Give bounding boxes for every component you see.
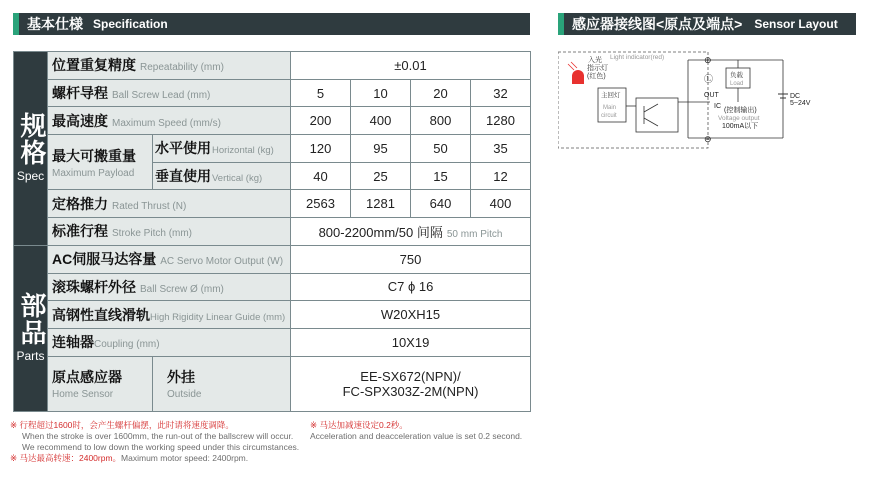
home-sensor-sublabel (153, 356, 291, 411)
sensor-header-title-en: Sensor Layout (754, 17, 838, 31)
terminal-minus: ⊖ (704, 134, 712, 144)
label-zh: 水平使用 (155, 140, 211, 157)
note-stroke-en-1: When the stroke is over 1600mm, the run-out of the ballscrew will occur. (22, 431, 294, 441)
table-row (14, 79, 531, 107)
thrust-value: 1281 (351, 190, 411, 218)
sensor-header (558, 13, 856, 35)
payload-horizontal-label (153, 135, 291, 163)
label-zh: 原点感应器 (52, 369, 122, 386)
main-circuit-en-2: circuit (601, 113, 617, 119)
coupling-label (48, 328, 291, 356)
sensor-header-title-zh: 感应器接线图<原点及端点> (572, 16, 743, 32)
spec-section-label (14, 52, 48, 246)
table-row (14, 328, 531, 356)
table-row (14, 356, 531, 411)
speed-label (48, 107, 291, 135)
repeatability-label (48, 52, 291, 80)
lead-value: 5 (291, 79, 351, 107)
footnotes-right (310, 420, 522, 442)
speed-value: 200 (291, 107, 351, 135)
label-zh: 最高速度 (52, 112, 108, 129)
spec-header-title-en: Specification (93, 17, 168, 31)
stroke-label (48, 218, 291, 246)
home-sensor-label (48, 356, 153, 411)
spec-section-en: Spec (16, 169, 45, 184)
lead-value: 10 (351, 79, 411, 107)
footnotes-left (10, 420, 299, 464)
guide-label (48, 301, 291, 329)
screw-dia-value: C7 ϕ 16 (291, 273, 531, 301)
table-row (14, 273, 531, 301)
coupling-value: 10X19 (291, 328, 531, 356)
label-en: High Rigidity Linear Guide (mm) (150, 311, 286, 323)
screw-dia-label (48, 273, 291, 301)
note-motor-speed-zh: ※ 马达最高转速：2400rpm。 (10, 453, 122, 463)
table-row (14, 190, 531, 218)
label-en: Maximum Payload (52, 167, 135, 179)
label-zh: 标准行程 (52, 223, 108, 240)
note-stroke-en-2: We recommend to low down the working speed under this circumstances. (22, 442, 300, 452)
lead-value: 32 (471, 79, 531, 107)
label-en: Repeatability (mm) (140, 62, 224, 74)
spec-section-zh: 规格 (20, 111, 47, 169)
load-en: Load (730, 81, 744, 87)
speed-value: 400 (351, 107, 411, 135)
label-zh: 螺杆导程 (52, 85, 108, 102)
label-en: Rated Thrust (N) (112, 200, 187, 212)
thrust-label (48, 190, 291, 218)
label-zh: 高钢性直线滑轨 (52, 306, 150, 323)
payload-label (48, 135, 153, 190)
payload-vertical-value: 25 (351, 162, 411, 190)
red-zh: (红色) (587, 73, 606, 80)
label-zh: 位置重复精度 (52, 57, 136, 74)
label-en: AC Servo Motor Output (W) (160, 256, 284, 268)
sensor-body-outline (558, 52, 708, 148)
dc-label: DC (790, 93, 801, 100)
label-en: Horizontal (kg) (212, 145, 274, 157)
payload-horizontal-value: 50 (411, 135, 471, 163)
light-in-zh: 入光 (588, 57, 602, 64)
label-en: Vertical (kg) (212, 173, 263, 185)
home-sensor-value-line2: FC-SPX303Z-2M(NPN) (342, 383, 479, 399)
home-sensor-value-line1: EE-SX672(NPN)/ (360, 368, 461, 384)
note-accel-zh: ※ 马达加减速设定0.2秒。 (310, 420, 408, 430)
label-zh: 外挂 (167, 369, 195, 386)
table-row (14, 218, 531, 246)
label-zh: 滚珠螺杆外径 (52, 278, 136, 295)
label-en: Coupling (mm) (94, 339, 160, 351)
label-en: Maximum Speed (mm/s) (112, 117, 221, 129)
table-row (14, 52, 531, 80)
home-sensor-value (291, 356, 531, 411)
table-row (14, 245, 531, 273)
label-zh: 定格推力 (52, 195, 108, 212)
note-stroke-zh: ※ 行程超过1600时，会产生螺杆偏摆，此时请将速度调降。 (10, 420, 234, 430)
label-en: Ball Screw Ø (mm) (140, 283, 224, 295)
main-circuit-en-1: Main (603, 105, 617, 111)
indicator-zh: 指示灯 (587, 65, 608, 72)
load-zh: 负载 (730, 72, 743, 79)
payload-horizontal-value: 120 (291, 135, 351, 163)
motor-label (48, 245, 291, 273)
label-en: Home Sensor (52, 389, 114, 401)
stroke-value (291, 218, 531, 246)
current-limit: 100mA以下 (722, 123, 759, 130)
light-indicator-en: Light indicator(red) (610, 54, 665, 61)
thrust-value: 400 (471, 190, 531, 218)
spec-header-title-zh: 基本仕様 (27, 16, 83, 32)
stroke-value-main: 800-2200mm/50 间隔 (318, 224, 443, 240)
payload-horizontal-value: 95 (351, 135, 411, 163)
lead-label (48, 79, 291, 107)
control-output-zh: (控制输出) (724, 107, 757, 114)
payload-vertical-value: 40 (291, 162, 351, 190)
header-accent-bar (13, 13, 19, 35)
label-en: Ball Screw Lead (mm) (112, 90, 211, 102)
speed-value: 1280 (471, 107, 531, 135)
main-circuit-zh: 主回灯 (601, 92, 621, 99)
table-row (14, 301, 531, 329)
lead-value: 20 (411, 79, 471, 107)
note-motor-speed-en: Maximum motor speed: 2400rpm. (121, 453, 249, 463)
parts-section-zh: 部品 (20, 291, 47, 349)
table-row (14, 135, 531, 163)
dc-voltage: 5~24V (790, 100, 811, 107)
payload-vertical-value: 12 (471, 162, 531, 190)
label-zh: 连轴器 (52, 334, 94, 351)
label-zh: AC伺服马达容量 (52, 251, 157, 268)
sensor-wiring-diagram (558, 46, 858, 150)
guide-value: W20XH15 (291, 301, 531, 329)
thrust-value: 640 (411, 190, 471, 218)
spec-table (13, 51, 531, 412)
parts-section-label (14, 245, 48, 411)
speed-value: 800 (411, 107, 471, 135)
parts-section-en: Parts (16, 349, 45, 364)
voltage-output-en: Voltage output (718, 115, 760, 122)
payload-horizontal-value: 35 (471, 135, 531, 163)
repeatability-value: ±0.01 (291, 52, 531, 80)
header-accent-bar (558, 13, 564, 35)
note-accel-en: Acceleration and deacceleration value is set 0.2 second. (310, 431, 523, 441)
payload-vertical-label (153, 162, 291, 190)
spec-header (13, 13, 530, 35)
terminal-ic: IC (714, 103, 721, 110)
label-zh: 最大可搬重量 (52, 147, 136, 164)
table-row (14, 107, 531, 135)
label-en: Outside (167, 389, 202, 401)
payload-vertical-value: 15 (411, 162, 471, 190)
label-en: Stroke Pitch (mm) (112, 228, 193, 240)
terminal-out: OUT (704, 92, 719, 99)
motor-value: 750 (291, 245, 531, 273)
stroke-value-sub: 50 mm Pitch (446, 228, 503, 240)
terminal-plus: ⊕ (704, 55, 712, 65)
thrust-value: 2563 (291, 190, 351, 218)
terminal-l: Ⓛ (704, 74, 714, 84)
note-motor-speed (10, 453, 299, 464)
label-zh: 垂直使用 (155, 168, 211, 185)
